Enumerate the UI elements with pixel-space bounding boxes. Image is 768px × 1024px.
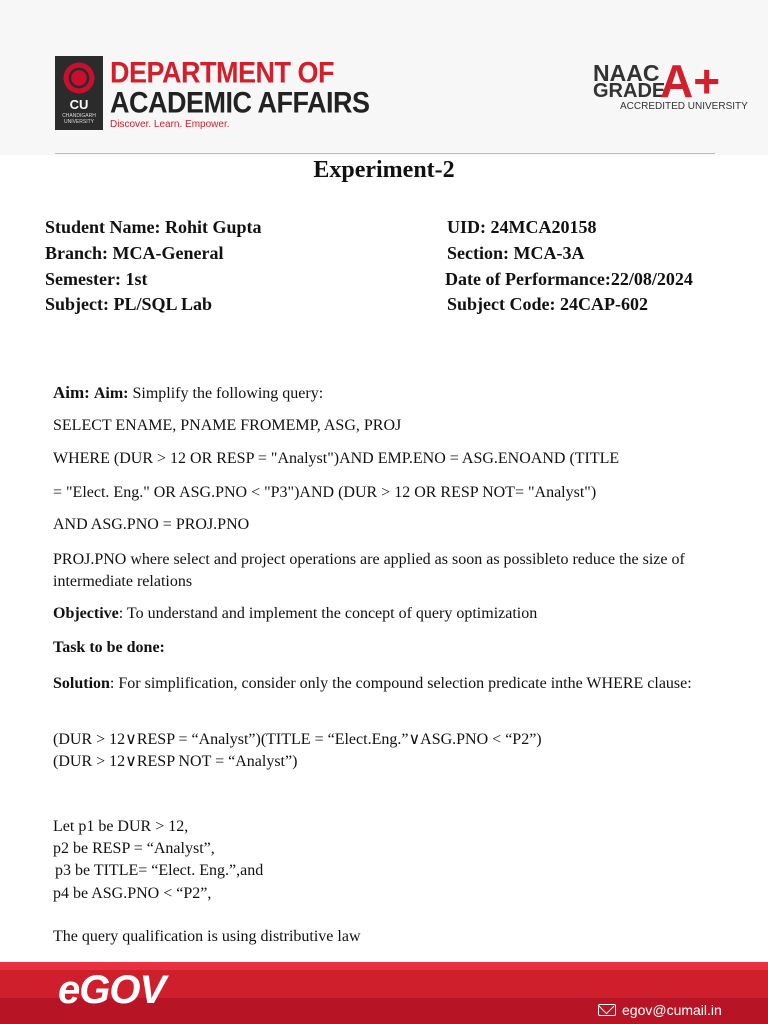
subject-code: Subject Code: 24CAP-602 — [447, 294, 648, 314]
mail-icon — [598, 1004, 616, 1016]
expression-line-1: (DUR > 12∨RESP = “Analyst”)(TITLE = “Elect.Eng.”∨ASG.PNO < “P2”) — [53, 731, 542, 748]
aim-label-repeat: Aim: — [93, 385, 129, 402]
header-divider — [55, 153, 715, 154]
objective-text: : To understand and implement the concept of query optimization — [118, 605, 538, 622]
closing-line: The query qualification is using distributive law — [53, 928, 361, 945]
solution-label: Solution — [53, 675, 110, 692]
aim-line — [53, 383, 323, 403]
let-p4: p4 be ASG.PNO < “P2”, — [53, 885, 212, 902]
section: Section: MCA-3A — [447, 243, 585, 263]
expression-line-2: (DUR > 12∨RESP NOT = “Analyst”) — [53, 753, 298, 770]
page-title: Experiment-2 — [313, 157, 455, 183]
grade-value: A+ — [660, 55, 721, 107]
objective-line — [53, 605, 537, 623]
dept-title-line2: ACADEMIC AFFAIRS — [110, 86, 370, 119]
aim-text: Simplify the following query: — [132, 385, 324, 402]
cu-logo — [55, 56, 103, 130]
grade-label: GRADE — [593, 80, 666, 102]
query-line-1: SELECT ENAME, PNAME FROMEMP, ASG, PROJ — [53, 417, 402, 434]
query-line-3: = "Elect. Eng." OR ASG.PNO < "P3")AND (DUR > 12 OR RESP NOT= "Analyst") — [53, 484, 597, 501]
let-p1: Let p1 be DUR > 12, — [53, 818, 189, 835]
query-line-4: AND ASG.PNO = PROJ.PNO — [53, 516, 250, 533]
aim-label: Aim: — [53, 383, 90, 402]
branch: Branch: MCA-General — [45, 243, 224, 263]
solution-text: : For simplification, consider only the compound selection predicate inthe WHERE clause: — [109, 675, 692, 692]
let-p2: p2 be RESP = “Analyst”, — [53, 840, 215, 857]
subject: Subject: PL/SQL Lab — [45, 294, 213, 314]
logo-text: CU — [69, 97, 89, 112]
objective-label: Objective — [53, 605, 119, 622]
solution-paragraph — [53, 673, 713, 695]
emblem-icon — [61, 60, 97, 96]
dept-title-line1: DEPARTMENT OF — [110, 56, 334, 89]
logo-subtext: CHANDIGARH UNIVERSITY — [62, 113, 96, 125]
tagline: Discover. Learn. Empower. — [110, 119, 230, 130]
description-paragraph: PROJ.PNO where select and project operations are applied as soon as possibleto reduce the size of intermediate relations — [53, 551, 685, 590]
date-of-performance: Date of Performance:22/08/2024 — [445, 269, 693, 289]
uid: UID: 24MCA20158 — [447, 217, 597, 237]
student-name: Student Name: Rohit Gupta — [45, 217, 262, 237]
let-p3: p3 be TITLE= “Elect. Eng.”,and — [55, 862, 264, 879]
footer-email: egov@cumail.in — [622, 1002, 722, 1018]
semester: Semester: 1st — [45, 269, 148, 289]
egov-logo: eGOV — [58, 968, 166, 1012]
accredited-label: ACCREDITED UNIVERSITY — [620, 101, 748, 112]
task-label: Task to be done: — [53, 639, 165, 656]
naac-label: NAAC — [593, 60, 660, 86]
task-heading — [53, 639, 165, 657]
query-line-2: WHERE (DUR > 12 OR RESP = "Analyst")AND EMP.ENO = ASG.ENOAND (TITLE — [53, 450, 620, 467]
